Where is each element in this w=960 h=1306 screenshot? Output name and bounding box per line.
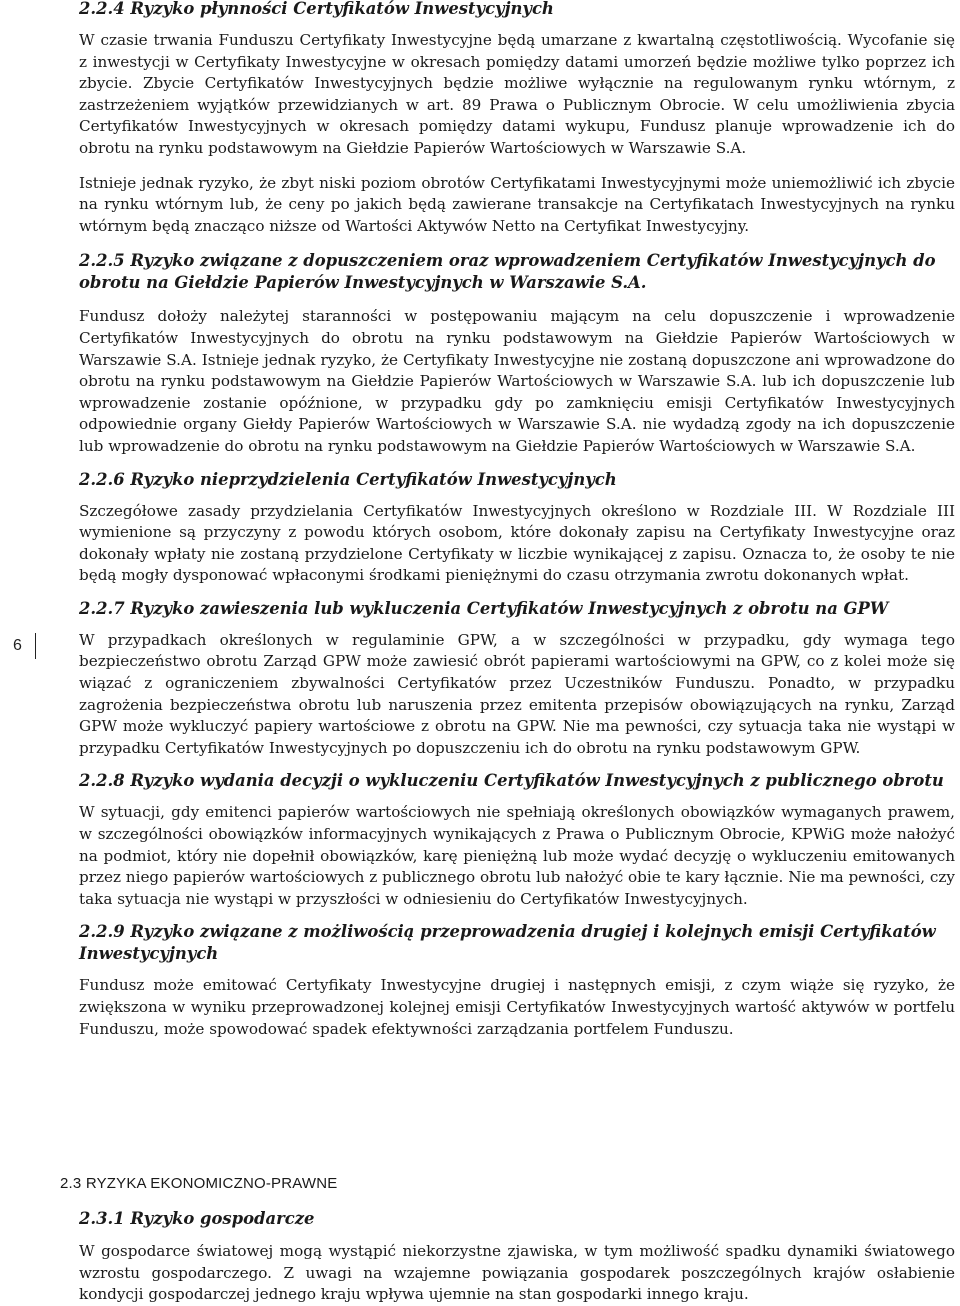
main-content xyxy=(79,0,955,1040)
section-heading-2-2-7: 2.2.7 Ryzyko zawieszenia lub wykluczenia Certyfikatów Inwestycyjnych z obrotu na GPW xyxy=(79,598,889,618)
paragraph: W gospodarce światowej mogą wystąpić niekorzystne zjawiska, w tym możliwość spadku dynamiki światowego wzrostu gospodarczego. Z uwagi na wzajemne powiązania gospodarek poszczególnych krajów osłabienie kondycji gospodarczej jednego kraju wpływa ujemnie na stan gospodarki innego kraju. xyxy=(79,1242,955,1304)
paragraph: W sytuacji, gdy emitenci papierów wartościowych nie spełniają określonych obowiązków wymaganych prawem, w szczególności obowiązków informacyjnych wynikających z Prawa o Publicznym Obrocie, KPWiG może nałożyć na podmiot, który nie dopełnił obowiązków, karę pieniężną lub może wydać decyzję o wykluczeniu emitowanych przez niego papierów wartościowych z publicznego obrotu lub nałożyć obie te kary łącznie. Nie ma pewności, czy taka sytuacja nie wystąpi w przyszłości w odniesieniu do Certyfikatów Inwestycyjnych. xyxy=(79,803,955,908)
section-heading-2-2-9: 2.2.9 Ryzyko związane z możliwością przeprowadzenia drugiej i kolejnych emisji Certyfikatów Inwestycyjnych xyxy=(79,922,936,964)
section-heading-2-3-1: 2.3.1 Ryzyko gospodarcze xyxy=(79,1209,315,1228)
section-heading-2-2-5: 2.2.5 Ryzyko związane z dopuszczeniem oraz wprowadzeniem Certyfikatów Inwestycyjnych do obrotu na Giełdzie Papierów Inwestycyjnych w Warszawie S.A. xyxy=(79,251,936,293)
page-number: 6 xyxy=(13,633,36,659)
paragraph: W czasie trwania Funduszu Certyfikaty Inwestycyjne będą umarzane z kwartalną częstotliwością. Wycofanie się z inwestycji w Certyfikaty Inwestycyjne w okresach pomiędzy datami umorzeń będzie możliwe tylko poprzez ich zbycie. Zbycie Certyfikatów Inwestycyjnych będzie możliwe wyłącznie na regulowanym rynku wtórnym, z zastrzeżeniem wyjątków przewidzianych w art. 89 Prawa o Publicznym Obrocie. W celu umożliwienia zbycia Certyfikatów Inwestycyjnych w okresach pomiędzy datami wykupu, Fundusz planuje wprowadzenie ich do obrotu na rynku podstawowym na Giełdzie Papierów Wartościowych w Warszawie S.A. xyxy=(79,31,955,157)
section-2-3-1 xyxy=(79,1208,955,1306)
section-heading-2-2-8: 2.2.8 Ryzyko wydania decyzji o wykluczeniu Certyfikatów Inwestycyjnych z publicznego obrotu xyxy=(79,771,944,791)
paragraph: W przypadkach określonych w regulaminie GPW, a w szczególności w przypadku, gdy wymaga tego bezpieczeństwo obrotu Zarząd GPW może zawiesić obrót papierami wartościowymi na GPW, co z kolei może się wiązać z ograniczeniem zbywalności Certyfikatów przez Uczestników Funduszu. Ponadto, w przypadku zagrożenia bezpieczeństwa obrotu lub naruszenia przez emitenta przepisów obowiązujących na rynku, Zarząd GPW może wykluczyć papiery wartościowe z obrotu na GPW. Nie ma pewności, czy sytuacja taka nie wystąpi w przypadku Certyfikatów Inwestycyjnych po dopuszczeniu ich do obrotu na rynku podstawowym GPW. xyxy=(79,630,955,757)
paragraph: Szczegółowe zasady przydzielania Certyfikatów Inwestycyjnych określono w Rozdziale III. W Rozdziale III wymienione są przyczyny z powodu których osobom, które dokonały zapisu na Certyfikaty Inwestycyjne oraz dokonały wpłaty nie zostaną przydzielone Certyfikaty w liczbie wynikającej z zapisu. Oznacza to, że osoby te nie będą mogły dysponować wpłaconymi środkami pieniężnymi do czasu otrzymania zwrotu dokonanych wpłat. xyxy=(79,501,955,585)
section-heading-2-2-6: 2.2.6 Ryzyko nieprzydzielenia Certyfikatów Inwestycyjnych xyxy=(79,469,617,489)
paragraph: Fundusz dołoży należytej staranności w postępowaniu mającym na celu dopuszczenie i wprowadzenie Certyfikatów Inwestycyjnych do obrotu na rynku podstawowym na Giełdzie Papierów Wartościowych w Warszawie S.A. Istnieje jednak ryzyko, że Certyfikaty Inwestycyjne nie zostaną dopuszczone ani wprowadzone do obrotu na rynku podstawowym na Giełdzie Papierów Wartościowych w Warszawie S.A. lub ich dopuszczenie lub wprowadzenie zostanie opóźnione, w przypadku gdy po zamknięciu emisji Certyfikatów Inwestycyjnych odpowiednie organy Giełdy Papierów Wartościowych w Warszawie S.A. nie wydadzą zgody na ich dopuszczenie lub wprowadzenie do obrotu na rynku podstawowym na Giełdzie Papierów Wartościowych w Warszawie S.A. xyxy=(79,307,955,455)
section-heading-2-2-4: 2.2.4 Ryzyko płynności Certyfikatów Inwestycyjnych xyxy=(79,0,554,18)
paragraph: Fundusz może emitować Certyfikaty Inwestycyjne drugiej i następnych emisji, z czym wiąże się ryzyko, że zwiększona w wyniku przeprowadzonej kolejnej emisji Certyfikatów Inwestycyjnych wartość aktywów w portfelu Funduszu, może spowodować spadek efektywności zarządzania portfelem Funduszu. xyxy=(79,976,955,1038)
chapter-heading: 2.3 RYZYKA EKONOMICZNO-PRAWNE xyxy=(60,1175,338,1192)
paragraph: Istnieje jednak ryzyko, że zbyt niski poziom obrotów Certyfikatami Inwestycyjnymi może uniemożliwić ich zbycie na rynku wtórnym lub, że ceny po jakich będą zawierane transakcje na Certyfikatach Inwestycyjnych na rynku wtórnym będą znacząco niższe od Wartości Aktywów Netto na Certyfikat Inwestycyjny. xyxy=(79,173,955,235)
